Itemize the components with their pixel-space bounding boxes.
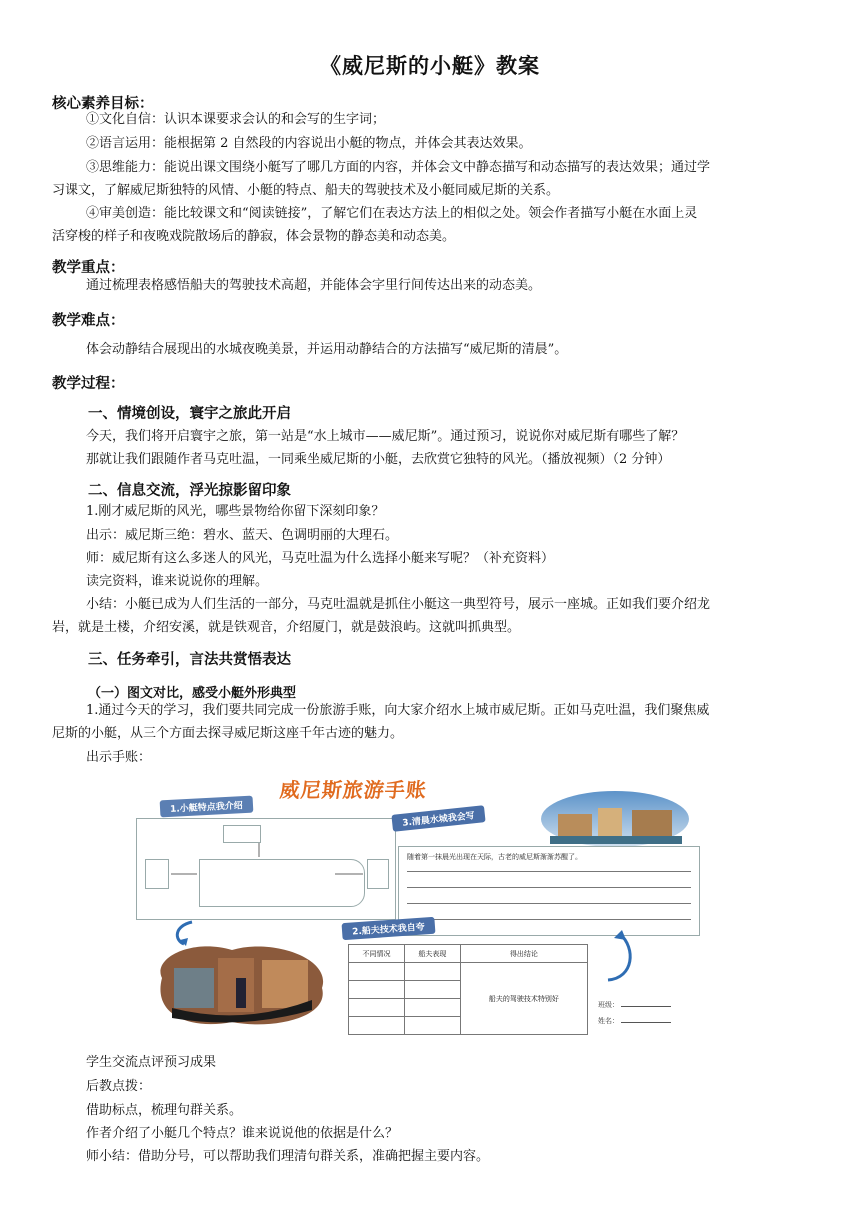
section1-line: 那就让我们跟随作者马克吐温，一同乘坐威尼斯的小艇，去欣赏它独特的风光。（播放视频）（2 分钟）	[86, 452, 671, 467]
section1-line: 今天，我们将开启寰宇之旅，第一站是“水上城市——威尼斯”。通过预习，说说你对威尼斯有哪些了解？	[86, 429, 685, 444]
section2-line: 读完资料，谁来说说你的理解。	[86, 574, 269, 589]
tag-boat-features: 1.小艇特点我介绍	[160, 796, 253, 818]
class-label	[598, 1000, 671, 1010]
table-cell	[349, 1017, 405, 1035]
after-line: 后教点拨：	[86, 1079, 152, 1094]
class-blank	[621, 1006, 671, 1007]
gondola-photo	[152, 938, 332, 1030]
table-cell	[349, 999, 405, 1017]
section2-line: 小结：小艇已成为人们生活的一部分，马克吐温就是抓住小艇这一典型符号，展示一座城。正如我们要介绍龙	[86, 597, 711, 612]
write-line	[407, 903, 691, 904]
morning-prompt: 随着第一抹晨光出现在天际，古老的威尼斯渐渐苏醒了。	[407, 853, 582, 861]
section3-heading: 三、任务牵引，言法共赏悟表达	[88, 652, 291, 668]
process-heading: 教学过程：	[52, 376, 125, 392]
write-line	[407, 919, 691, 920]
table-cell	[349, 981, 405, 999]
section2-line: 出示：威尼斯三绝：碧水、蓝天、色调明丽的大理石。	[86, 528, 399, 543]
table-header: 船夫表现	[404, 945, 460, 963]
goal-line: ④审美创造：能比较课文和“阅读链接”，了解它们在表达方法上的相似之处。领会作者描写小艇在水面上灵	[86, 206, 698, 221]
table-header: 得出结论	[460, 945, 587, 963]
name-label-text: 姓名：	[598, 1017, 619, 1025]
feature-arrows	[137, 819, 395, 919]
boat-features-panel	[136, 818, 396, 920]
after-line: 借助标点，梳理句群关系。	[86, 1103, 243, 1118]
table-cell	[404, 981, 460, 999]
after-line: 作者介绍了小艇几个特点？谁来说说他的依据是什么？	[86, 1126, 399, 1141]
curved-arrow-right-icon	[600, 928, 640, 988]
subsection1-heading: （一）图文对比，感受小艇外形典型	[88, 686, 297, 701]
figure-title: 威尼斯旅游手账	[278, 778, 429, 802]
venice-photo-top	[540, 790, 690, 848]
goal-line: ①文化自信：认识本课要求会认的和会写的生字词；	[86, 112, 386, 127]
table-cell	[404, 999, 460, 1017]
core-goals-heading: 核心素养目标：	[52, 96, 154, 112]
difficulty-text: 体会动静结合展现出的水城夜晚美景，并运用动静结合的方法描写“威尼斯的清晨”。	[86, 342, 568, 357]
section2-line: 1.刚才威尼斯的风光，哪些景物给你留下深刻印象？	[86, 504, 385, 519]
tag-boatman-skill: 2.船夫技术我自夸	[342, 917, 436, 940]
key-points-heading: 教学重点：	[52, 260, 125, 276]
subsection1-line: 1.通过今天的学习，我们要共同完成一份旅游手账，向大家介绍水上城市威尼斯。正如马克吐温，我们聚焦威	[86, 703, 710, 718]
tag-morning-writing: 3.清晨水城我会写	[391, 805, 485, 832]
goal-line: ③思维能力：能说出课文围绕小艇写了哪几方面的内容，并体会文中静态描写和动态描写的表达效果；通过学	[86, 160, 711, 175]
section2-line: 师：威尼斯有这么多迷人的风光，马克吐温为什么选择小艇来写呢？（补充资料）	[86, 551, 555, 566]
write-line	[407, 871, 691, 872]
table-cell	[404, 963, 460, 981]
key-points-text: 通过梳理表格感悟船夫的驾驶技术高超，并能体会字里行间传达出来的动态美。	[86, 278, 542, 293]
goal-line: ②语言运用：能根据第 2 自然段的内容说出小艇的物点，并体会其表达效果。	[86, 136, 532, 151]
goal-line: 习课文，了解威尼斯独特的风情、小艇的特点、船夫的驾驶技术及小艇同威尼斯的关系。	[52, 183, 560, 198]
difficulty-heading: 教学难点：	[52, 313, 125, 329]
after-line: 学生交流点评预习成果	[86, 1055, 217, 1070]
class-label-text: 班级：	[598, 1001, 619, 1009]
table-header: 不同情况	[349, 945, 405, 963]
table-cell	[404, 1017, 460, 1035]
section2-heading: 二、信息交流，浮光掠影留印象	[88, 483, 291, 499]
write-line	[407, 887, 691, 888]
table-conclusion-cell: 船夫的驾驶技术特别好	[460, 963, 587, 1035]
subsection1-line: 出示手账：	[86, 750, 152, 765]
section1-heading: 一、情境创设，寰宇之旅此开启	[88, 406, 291, 422]
page-title: 《威尼斯的小艇》教案	[320, 54, 540, 78]
name-label	[598, 1016, 671, 1026]
section2-line: 岩，就是土楼，介绍安溪，就是铁观音，介绍厦门，就是鼓浪屿。这就叫抓典型。	[52, 620, 521, 635]
name-blank	[621, 1022, 671, 1023]
subsection1-line: 尼斯的小艇，从三个方面去探寻威尼斯这座千年古迹的魅力。	[52, 726, 404, 741]
after-line: 师小结：借助分号，可以帮助我们理清句群关系，准确把握主要内容。	[86, 1149, 490, 1164]
goal-line: 活穿梭的样子和夜晚戏院散场后的静寂，体会景物的静态美和动态美。	[52, 229, 456, 244]
travel-handbook-figure	[130, 768, 700, 1030]
morning-writing-panel	[398, 846, 700, 936]
boatman-table	[348, 944, 588, 1035]
table-cell	[349, 963, 405, 981]
